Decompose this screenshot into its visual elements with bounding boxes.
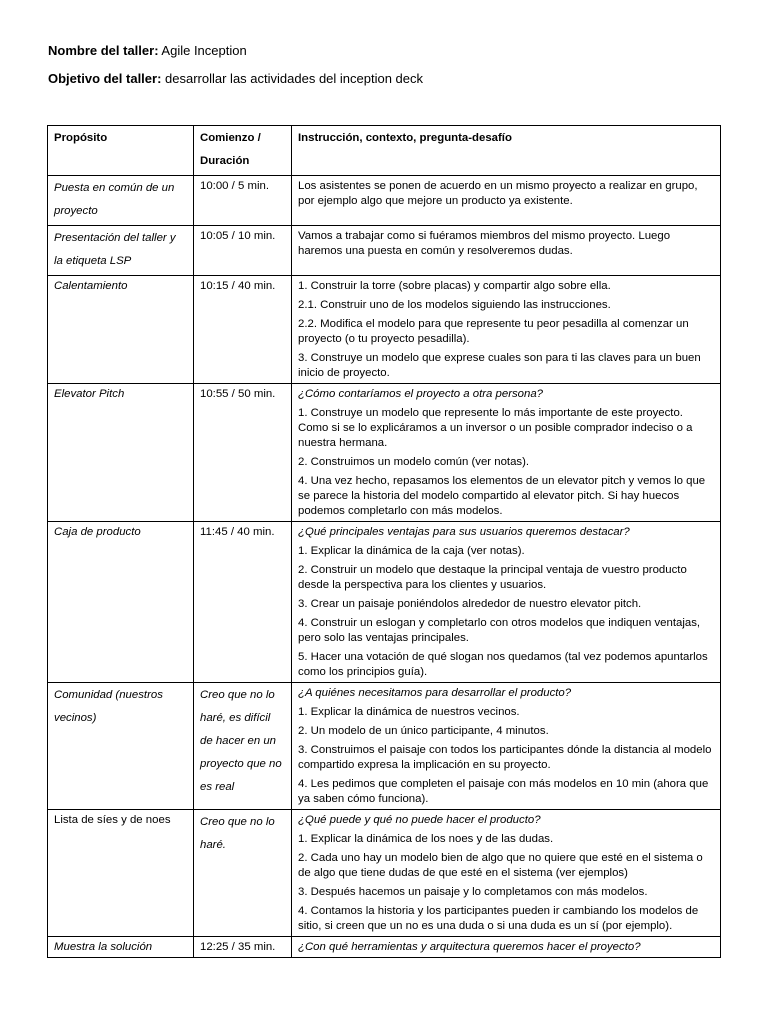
cell-time: Creo que no lo haré. xyxy=(194,810,292,937)
instruction-step: 1. Explicar la dinámica de nuestros vecinos. xyxy=(298,706,520,718)
instruction-step: 2. Construimos un modelo común (ver notas). xyxy=(298,456,530,468)
workshop-name-label: Nombre del taller: xyxy=(48,43,159,58)
instruction-step: 1. Explicar la dinámica de la caja (ver notas). xyxy=(298,545,525,557)
instruction-step: Vamos a trabajar como si fuéramos miembros del mismo proyecto. Luego haremos una puesta en común y resolveremos dudas. xyxy=(298,230,671,257)
instruction-step: 2. Un modelo de un único participante, 4 minutos. xyxy=(298,725,549,737)
instruction-question: ¿Con qué herramientas y arquitectura queremos hacer el proyecto? xyxy=(298,941,641,953)
instruction-step: 1. Explicar la dinámica de los noes y de las dudas. xyxy=(298,833,554,845)
workshop-agenda-table xyxy=(47,125,721,958)
cell-purpose: Comunidad (nuestros vecinos) xyxy=(48,683,194,810)
instruction-step: 1. Construye un modelo que represente lo más importante de este proyecto. Como si se lo explicáramos a un inversor o un posible comprador indeciso o a nuestra hermana. xyxy=(298,407,693,449)
cell-instruction xyxy=(292,683,721,810)
cell-instruction xyxy=(292,937,721,958)
table-body xyxy=(48,176,721,958)
cell-purpose: Lista de síes y de noes xyxy=(48,810,194,937)
instruction-step: 3. Después hacemos un paisaje y lo completamos con más modelos. xyxy=(298,886,648,898)
table-header-row xyxy=(48,126,721,176)
instruction-step: 5. Hacer una votación de qué slogan nos quedamos (tal vez podemos apuntarlos como los principios guía). xyxy=(298,651,708,678)
instruction-question: ¿Cómo contaríamos el proyecto a otra persona? xyxy=(298,388,544,400)
cell-purpose: Presentación del taller y la etiqueta LSP xyxy=(48,226,194,276)
cell-time: 10:15 / 40 min. xyxy=(194,276,292,384)
instruction-step: 4. Les pedimos que completen el paisaje con más modelos en 10 min (ahora que ya saben cómo funciona). xyxy=(298,778,709,805)
table-row xyxy=(48,384,721,522)
cell-purpose: Puesta en común de un proyecto xyxy=(48,176,194,226)
table-row xyxy=(48,810,721,937)
instruction-question: ¿Qué puede y qué no puede hacer el producto? xyxy=(298,814,541,826)
instruction-step: 3. Crear un paisaje poniéndolos alrededor de nuestro elevator pitch. xyxy=(298,598,642,610)
instruction-question: ¿Qué principales ventajas para sus usuarios queremos destacar? xyxy=(298,526,630,538)
table-row xyxy=(48,176,721,226)
cell-time: 11:45 / 40 min. xyxy=(194,522,292,683)
cell-instruction xyxy=(292,384,721,522)
workshop-name-line xyxy=(48,43,247,58)
column-header-time: Comienzo / Duración xyxy=(194,126,292,176)
cell-time: Creo que no lo haré, es difícil de hacer en un proyecto que no es real xyxy=(194,683,292,810)
table-row xyxy=(48,226,721,276)
instruction-step: 4. Una vez hecho, repasamos los elementos de un elevator pitch y vemos lo que se parece la historia del modelo compartido al elevator pitch. Si hay huecos podemos completarlo con más modelos. xyxy=(298,475,706,517)
table-row xyxy=(48,937,721,958)
cell-instruction xyxy=(292,276,721,384)
cell-purpose: Calentamiento xyxy=(48,276,194,384)
instruction-step: 3. Construye un modelo que exprese cuales son para ti las claves para un buen inicio de proyecto. xyxy=(298,352,701,379)
table-row xyxy=(48,276,721,384)
workshop-objective-label: Objetivo del taller: xyxy=(48,71,162,86)
cell-time: 10:55 / 50 min. xyxy=(194,384,292,522)
cell-instruction xyxy=(292,810,721,937)
column-header-purpose: Propósito xyxy=(48,126,194,176)
instruction-question: ¿A quiénes necesitamos para desarrollar el producto? xyxy=(298,687,572,699)
workshop-name-value: Agile Inception xyxy=(158,43,247,58)
cell-purpose: Elevator Pitch xyxy=(48,384,194,522)
column-header-instruction: Instrucción, contexto, pregunta-desafío xyxy=(292,126,721,176)
cell-time: 12:25 / 35 min. xyxy=(194,937,292,958)
instruction-step: 1. Construir la torre (sobre placas) y compartir algo sobre ella. xyxy=(298,280,611,292)
instruction-step: 3. Construimos el paisaje con todos los participantes dónde la distancia al modelo compartido expresa la implicación en su proyecto. xyxy=(298,744,712,771)
table-row xyxy=(48,683,721,810)
cell-purpose: Muestra la solución xyxy=(48,937,194,958)
workshop-objective-value: desarrollar las actividades del inception deck xyxy=(161,71,424,86)
cell-time: 10:00 / 5 min. xyxy=(194,176,292,226)
instruction-step: 2. Construir un modelo que destaque la principal ventaja de vuestro producto desde la perspectiva para los clientes y usuarios. xyxy=(298,564,687,591)
workshop-objective-line xyxy=(48,71,423,86)
instruction-step: 4. Contamos la historia y los participantes pueden ir cambiando los modelos de sitio, si creen que un no es una duda o si una duda es un sí (por ejemplo). xyxy=(298,905,699,932)
instruction-step: Los asistentes se ponen de acuerdo en un mismo proyecto a realizar en grupo, por ejemplo algo que mejore un producto ya existente. xyxy=(298,180,698,207)
cell-time: 10:05 / 10 min. xyxy=(194,226,292,276)
cell-instruction xyxy=(292,176,721,226)
instruction-step: 2. Cada uno hay un modelo bien de algo que no quiere que esté en el sistema o de algo que tiene dudas de que esté en el sistema (ver ejemplos) xyxy=(298,852,703,879)
table-row xyxy=(48,522,721,683)
cell-instruction xyxy=(292,226,721,276)
cell-purpose: Caja de producto xyxy=(48,522,194,683)
instruction-step: 2.2. Modifica el modelo para que represente tu peor pesadilla al comenzar un proyecto (o tu proyecto pesadilla). xyxy=(298,318,689,345)
cell-instruction xyxy=(292,522,721,683)
instruction-step: 4. Construir un eslogan y completarlo con otros modelos que indiquen ventajas, pero solo las ventajas principales. xyxy=(298,617,701,644)
instruction-step: 2.1. Construir uno de los modelos siguiendo las instrucciones. xyxy=(298,299,611,311)
